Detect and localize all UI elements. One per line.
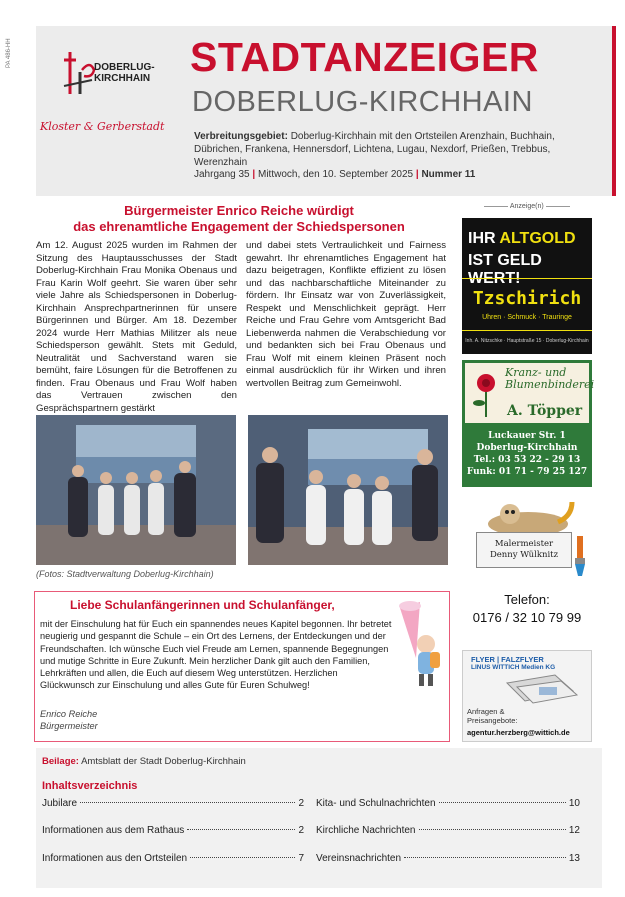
ad-wittich-email[interactable]: agentur.herzberg@wittich.de: [467, 728, 570, 737]
logo-name: [94, 62, 155, 84]
ad-florist-line2: Blumenbinderei: [505, 378, 595, 391]
greeting-title: Liebe Schulanfängerinnen und Schulanfänger,: [70, 598, 335, 612]
toc-entry[interactable]: [42, 825, 304, 836]
toc-entry-label: Kita- und Schulnachrichten: [316, 798, 436, 809]
toc-entry-label: Informationen aus dem Rathaus: [42, 825, 185, 836]
article-photo-2: [248, 415, 448, 565]
ad-wittich-request: [467, 707, 517, 725]
greeting-text: mit der Einschulung hat für Euch ein spannendes neues Kapitel begonnen. Ihr betretet neugierig und gespannt die Schule – ein Ort des Lernens, der Entdeckungen und der Freundschaften. Ich wünsche Euch viel Freude am Lernen, spannende Begegnungen und mutige Schritte in Eure Zukunft. Mein herzlicher Dank gilt auch den Familien, Lehrkräften und allen, die Euch auf diesem Weg unterstützen. Herzlichen Glückwunsch zur Einschulung und alles Gute für Euren Schulweg!: [40, 619, 392, 691]
supplement-text: Amtsblatt der Stadt Doberlug-Kirchhain: [81, 756, 246, 767]
ad-florist-city: Doberlug-Kirchhain: [476, 443, 578, 453]
toc-entry-label: Informationen aus den Ortsteilen: [42, 853, 188, 864]
flyer-stack-icon: [503, 673, 583, 705]
toc-entry-page: 10: [568, 798, 580, 809]
ad-wittich-line2: LINUS WITTICH Medien KG: [471, 664, 556, 671]
ad-florist-name: A. Töpper: [507, 403, 583, 419]
ad-florist-tel: Tel.: 03 53 22 - 29 13: [473, 455, 581, 465]
toc-entry[interactable]: [316, 853, 580, 864]
article-headline: [36, 203, 442, 235]
toc-entry-page: 12: [568, 825, 580, 836]
city-logo: [40, 40, 190, 140]
article-column-2: und dabei stets Vertraulichkeit und Fairness gewahrt. Ihr ehrenamtliches Engagement hat dazu beigetragen, Konflikte effizient zu lösen und das nachbarschaftliche Miteinander zu fördern. Ihr Einsatz war von Zuverlässigkeit, Respekt und Menschlichkeit geprägt. Herr Reiche und Frau Gehre vom Amtsgericht Bad Liebenwerda nahmen die Verabschiedung vor und bedankten sich bei Frau Obenaus und Frau Wolf mit einem kleinen Präsent noch einmal ausdrücklich für ihr Wirken und ihren wertvollen Beitrag zum Gemeinwohl.: [246, 240, 446, 389]
issue-info: [194, 169, 475, 180]
ad-florist-line1: Kranz- und: [505, 366, 567, 379]
supplement-label: Beilage:: [42, 756, 79, 767]
ad-gold-line1-b: ALTGOLD: [499, 230, 576, 247]
ad-painter-tel-label: Telefon:: [504, 592, 550, 607]
ad-gold-brand: Tzschirich: [472, 288, 582, 309]
toc-entry[interactable]: [316, 798, 580, 809]
contents-panel: [36, 748, 602, 888]
greeting-signature: [40, 708, 98, 732]
ad-florist-street: Luckauer Str. 1: [488, 431, 566, 441]
rose-icon: [469, 369, 503, 419]
ad-painter[interactable]: [462, 494, 592, 644]
photo-caption: (Fotos: Stadtverwaltung Doberlug-Kirchhain): [36, 569, 214, 579]
ad-gold-sub: Uhren · Schmuck · Trauringe: [482, 314, 572, 321]
toc-entry-page: 2: [298, 825, 304, 836]
school-cone-child-icon: [394, 600, 444, 690]
toc-entry-page: 2: [298, 798, 304, 809]
logo-name-line2: KIRCHHAIN: [94, 73, 151, 84]
article-photo-1: [36, 415, 236, 565]
ad-wittich-line3: Anfragen &: [467, 707, 505, 716]
toc-entry-page: 7: [298, 853, 304, 864]
side-code: PA 486-HH: [6, 38, 12, 68]
ad-painter-line2: Denny Wülknitz: [489, 550, 559, 560]
ad-florist-mobile: Funk: 01 71 - 79 25 127: [466, 467, 588, 477]
ad-gold-owner: Inh. A. Nitzschke · Hauptstraße 15 · Doberlug-Kirchhain: [465, 338, 589, 344]
ads-label-text: Anzeige(n): [509, 203, 544, 210]
ad-gold-buyer[interactable]: [462, 218, 592, 354]
ad-wittich-line4: Preisangebote:: [467, 716, 518, 725]
ad-gold-line1-a: IHR: [468, 230, 500, 247]
issue-date: Mittwoch, den 10. September 2025: [257, 169, 414, 180]
distribution-label: Verbreitungsgebiet:: [194, 131, 288, 142]
distribution-text: Doberlug-Kirchhain mit den Ortsteilen Arenzhain, Buchhain, Dübrichen, Frankena, Hennersdorf, Lichtena, Lugau, Nexdorf, Prießen, Trebbus, Werenzhain: [194, 131, 555, 168]
ad-florist[interactable]: [462, 360, 595, 487]
ad-florist-banner: [465, 363, 595, 423]
logo-subtitle: Kloster & Gerberstadt: [40, 120, 165, 133]
toc-entry[interactable]: [42, 853, 304, 864]
issue-volume: Jahrgang 35: [194, 169, 250, 180]
issue-number: Nummer 11: [421, 169, 476, 180]
toc-entry-label: Jubilare: [42, 798, 78, 809]
toc-title: Inhaltsverzeichnis: [42, 780, 138, 792]
ad-florist-title: [505, 367, 594, 391]
headline-line1: Bürgermeister Enrico Reiche würdigt: [124, 203, 354, 218]
ad-gold-line1: [468, 230, 576, 248]
ads-label: [462, 203, 592, 210]
signer-role: Bürgermeister: [40, 721, 98, 731]
toc-entry-label: Vereinsnachrichten: [316, 853, 402, 864]
ad-florist-contact: [462, 430, 592, 478]
issue-separator: |: [252, 169, 256, 180]
ad-wittich-line1: FLYER | FALZFLYER: [471, 655, 544, 664]
ad-painter-line1: Malermeister: [494, 539, 554, 549]
signer-name: Enrico Reiche: [40, 709, 98, 719]
headline-line2: das ehrenamtliche Engagement der Schiedspersonen: [73, 219, 405, 234]
toc-entry-label: Kirchliche Nachrichten: [316, 825, 416, 836]
toc-entry-page: 13: [568, 853, 580, 864]
newspaper-title: STADTANZEIGER: [190, 34, 539, 80]
issue-separator: |: [415, 169, 419, 180]
distribution-area: [194, 130, 598, 169]
supplement-note: [42, 756, 246, 767]
logo-name-line1: DOBERLUG-: [94, 62, 155, 73]
toc-entry[interactable]: [42, 798, 304, 809]
ad-gold-line2: IST GELD WERT!: [468, 252, 542, 287]
crozier-icon: [62, 50, 96, 96]
ad-wittich[interactable]: [462, 650, 592, 742]
paint-brush-icon: [570, 536, 590, 576]
article-column-1: Am 12. August 2025 wurden im Rahmen der Sitzung des Hauptausschusses der Stadt Doberlug-Kirchhain Frau Monika Obenaus und Frau Karin Wolf geehrt. Sie waren über sehr viele Jahre als Schiedspersonen in Doberlug-Kirchhain Ansprechpartnerinnen für unsere Bürgerinnen und Bürger. Am 18. Dezember 2024 wurde Herr Mathias Militzer als neue Schiedsperson gewählt. Stets mit Geduld, Neutralität und Sachverstand waren sie bemüht, faire Lösungen für die Betroffenen zu finden. Frau Obenaus und Frau Wolf haben das Vertrauen zwischen den Gesprächspartnern gestärkt: [36, 240, 237, 414]
toc-entry[interactable]: [316, 825, 580, 836]
ad-painter-tel: 0176 / 32 10 79 99: [472, 610, 582, 625]
ad-painter-sign: [476, 532, 572, 568]
newspaper-subtitle: DOBERLUG-KIRCHHAIN: [192, 86, 533, 118]
